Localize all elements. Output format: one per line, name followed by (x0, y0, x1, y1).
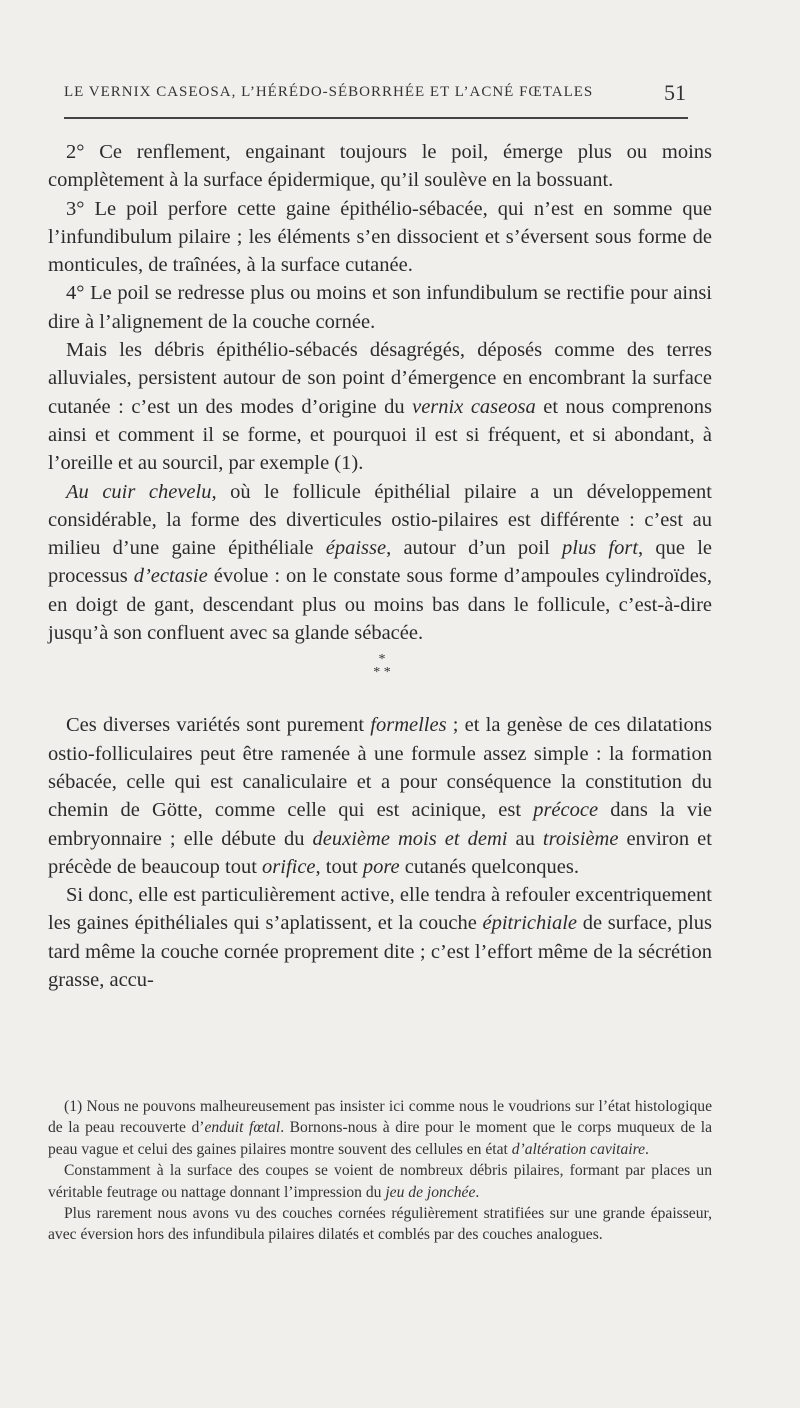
italic-term: épaisse (325, 537, 387, 560)
asterism-top: * (378, 652, 386, 668)
text-segment: . Bornons-nous à dire pour le moment que le corps muqueux de la peau vague et celui des gaines pilaires montre souvent des cellules en état (48, 1119, 712, 1158)
page-number: 51 (664, 80, 686, 105)
paragraph (48, 138, 712, 195)
italic-term: jeu de jonchée (385, 1183, 476, 1201)
italic-term: deuxième mois et demi (312, 827, 508, 850)
text-segment: Si donc, elle est particulièrement active, elle tendra à refouler excentriquement les gaines épithéliales qui s’aplatissent, et la couche (48, 884, 712, 935)
footnote (48, 1160, 712, 1203)
text-segment: dans la vie embryonnaire ; elle débute du (48, 799, 712, 850)
footnotes (48, 1096, 712, 1246)
italic-term: enduit fœtal (204, 1119, 281, 1137)
italic-term: épitrichiale (482, 912, 578, 935)
italic-term: Au cuir chevelu, (66, 480, 217, 503)
running-header (64, 80, 686, 108)
paragraph (48, 279, 712, 336)
asterism-bottom: * * (373, 665, 391, 681)
text-segment: cutanés quelconques. (399, 855, 579, 878)
text-segment: , que le processus (48, 537, 713, 588)
paragraph (48, 336, 712, 477)
text-segment: au (507, 827, 543, 850)
text-segment: 3° Le poil perfore cette gaine épithélio-sébacée, qui n’est en somme que l’infundibulum pilaire ; les éléments s’en dissocient et s’éversent sous forme de monticules, de traînées, à la surface cutanée. (48, 197, 712, 277)
italic-term: pore (362, 855, 400, 878)
text-segment: 4° Le poil se redresse plus ou moins et son infundibulum se rectifie pour ainsi dire à l’alignement de la couche cornée. (48, 282, 712, 333)
footnote (48, 1203, 712, 1246)
text-segment: , tout (315, 855, 363, 878)
italic-term: précoce (533, 799, 599, 822)
text-segment: Mais les débris épithélio-sébacés désagrégés, déposés comme des terres alluviales, persistent autour de son point d’émergence en encombrant la surface cutanée : c’est un des modes d’origine du (48, 339, 712, 418)
italic-term: formelles (370, 714, 447, 737)
paragraph (48, 478, 712, 648)
text-segment: ; et la genèse de ces dilatations ostio-folliculaires peut être ramenée à une formule assez simple : la formation sébacée, celle qui est canaliculaire et a pour conséquence la constitution du chemin de Götte, comme celle qui est acinique, est (48, 714, 712, 822)
text-segment: 2° Ce renflement, engainant toujours le poil, émerge plus ou moins complètement à la surface épidermique, qu’il soulève en la bossuant. (48, 141, 712, 192)
paragraph (48, 195, 712, 280)
italic-term: d’ectasie (133, 565, 208, 588)
italic-term: troisième (542, 827, 619, 850)
header-rule (64, 117, 688, 119)
footnote (48, 1096, 712, 1160)
text-segment: Constamment à la surface des coupes se voient de nombreux débris pilaires, formant par places un véritable feutrage ou nattage donnant l’impression du (48, 1162, 712, 1201)
italic-term: d’altération cavitaire (511, 1140, 645, 1158)
text-segment: (1) Nous ne pouvons malheureusement pas insister ici comme nous le voudrions sur l’état histologique de la peau recouverte d’ (48, 1098, 712, 1137)
section-asterism (48, 653, 712, 699)
paragraph (48, 881, 712, 994)
text-segment: , autour d’un poil (386, 537, 562, 560)
italic-term: vernix caseosa (412, 395, 536, 418)
text-segment: évolue : on le constate sous forme d’ampoules cylindroïdes, en doigt de gant, descendant plus ou moins bas dans le follicule, c’est-à-dire jusqu’à son confluent avec sa glande sébacée. (48, 565, 712, 645)
text-segment: Ces diverses variétés sont purement (66, 714, 371, 737)
text-segment: Plus rarement nous avons vu des couches cornées régulièrement stratifiées sur une grande épaisseur, avec éversion hors des infundibula pilaires dilatés et comblés par des couches analogues. (48, 1205, 712, 1244)
text-segment: où le follicule épithélial pilaire a un développement considérable, la forme des diverticules ostio-pilaires est différente : c’est au milieu d’une gaine épithéliale (48, 480, 712, 560)
paragraph (48, 711, 712, 881)
italic-term: orifice (262, 855, 316, 878)
italic-term: plus fort (562, 537, 639, 560)
text-segment: . (645, 1140, 649, 1158)
running-title: LE VERNIX CASEOSA, L’HÉRÉDO-SÉBORRHÉE ET L’ACNÉ FŒTALES (64, 84, 594, 100)
body-text (48, 138, 712, 994)
text-segment: . (475, 1183, 480, 1201)
text-segment: environ et précède de beaucoup tout (48, 827, 712, 878)
text-segment: de surface, plus tard même la couche cornée proprement dite ; c’est l’effort même de la sécrétion grasse, accu- (48, 912, 712, 992)
text-segment: et nous comprenons ainsi et comment il se forme, et pourquoi il est si fréquent, et si abondant, à l’oreille et au sourcil, par exemple (1). (48, 395, 712, 475)
